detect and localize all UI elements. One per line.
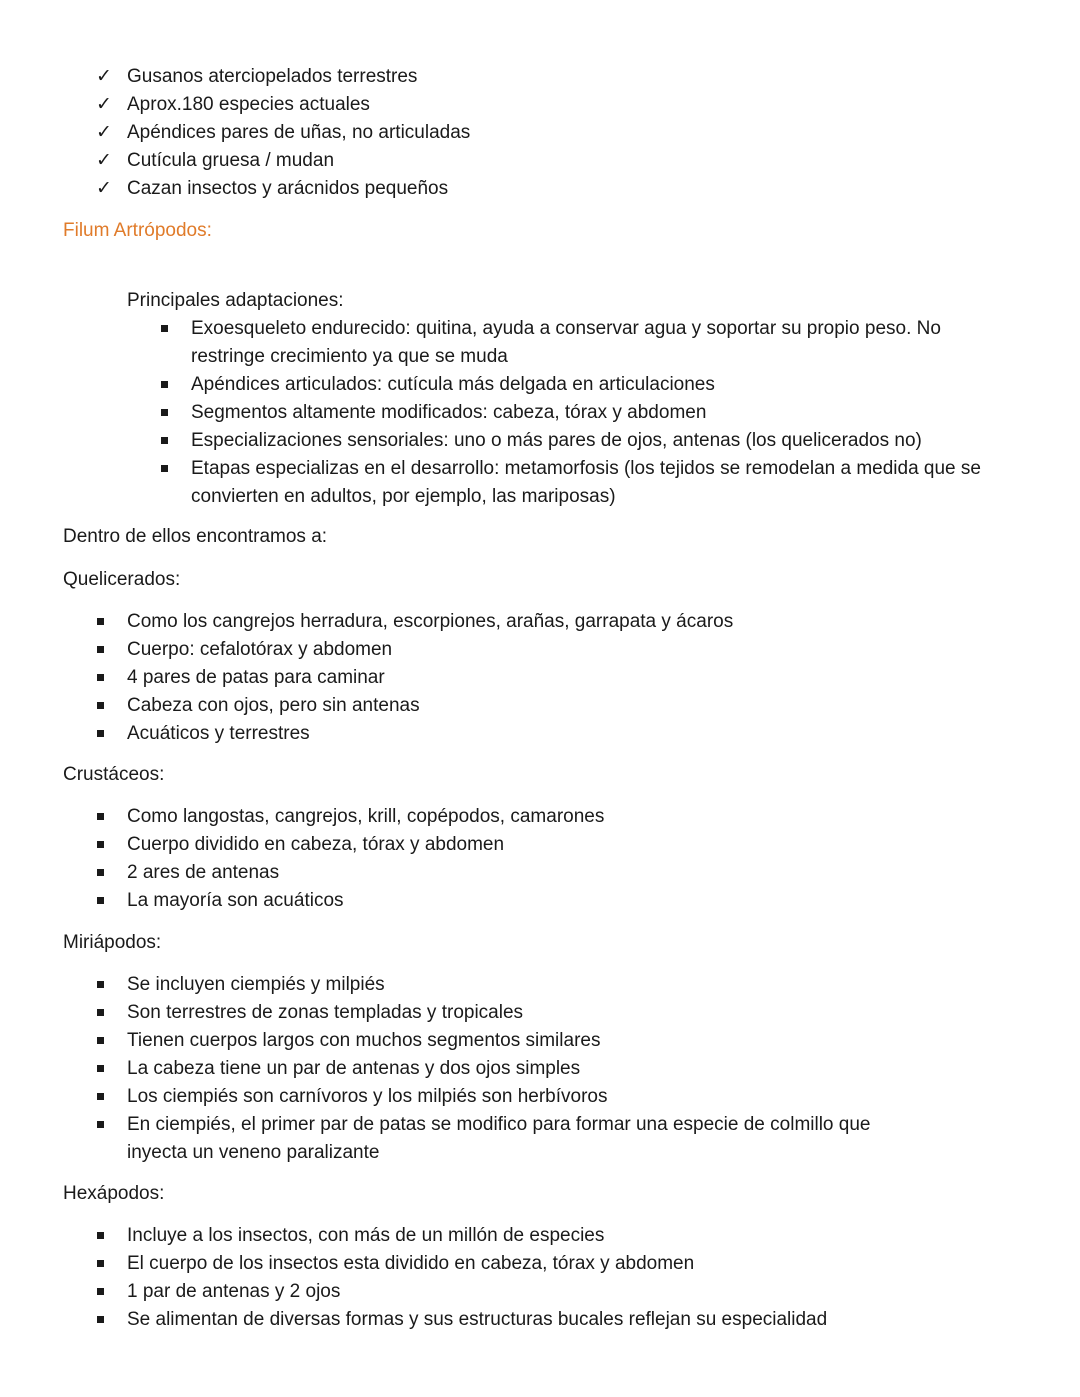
list-item [0, 887, 1000, 915]
square-bullet-icon [161, 325, 168, 332]
square-bullet-icon [97, 1288, 104, 1295]
miriapodos-heading: Miriápodos: [63, 932, 162, 953]
list-item [0, 119, 1080, 147]
list-item [0, 63, 1080, 91]
list-item [0, 664, 1000, 692]
square-bullet-icon [97, 1065, 104, 1072]
list-item-text: Apéndices articulados: cutícula más delgada en articulaciones [191, 374, 715, 395]
list-item [0, 147, 1080, 175]
square-bullet-icon [97, 841, 104, 848]
list-item-text: El cuerpo de los insectos esta dividido en cabeza, tórax y abdomen [127, 1253, 695, 1274]
square-bullet-icon [97, 1009, 104, 1016]
square-bullet-icon [97, 981, 104, 988]
within-text: Dentro de ellos encontramos a: [63, 526, 328, 547]
list-item-text: Cazan insectos y arácnidos pequeños [127, 178, 449, 199]
list-item-text: Cuerpo dividido en cabeza, tórax y abdomen [127, 834, 505, 855]
list-item-text: 4 pares de patas para caminar [127, 667, 385, 688]
list-item-text: Como langostas, cangrejos, krill, copépodos, camarones [127, 806, 605, 827]
list-item [0, 1250, 1000, 1278]
checkmark-icon: ✓ [96, 122, 112, 143]
list-item [0, 831, 1000, 859]
square-bullet-icon [97, 646, 104, 653]
square-bullet-icon [97, 1037, 104, 1044]
list-item-text: Acuáticos y terrestres [127, 723, 310, 744]
list-item-text: Tienen cuerpos largos con muchos segmentos similares [127, 1030, 601, 1051]
list-item-text: Cutícula gruesa / mudan [127, 150, 335, 171]
list-item-text: Segmentos altamente modificados: cabeza, tórax y abdomen [191, 402, 707, 423]
checkmark-icon: ✓ [96, 178, 112, 199]
quelicerados-heading: Quelicerados: [63, 569, 181, 590]
list-item [0, 1278, 1000, 1306]
list-item-text: Se alimentan de diversas formas y sus estructuras bucales reflejan su especialidad [127, 1309, 828, 1330]
list-item [0, 859, 1000, 887]
list-item [0, 971, 1000, 999]
list-item-text: Son terrestres de zonas templadas y tropicales [127, 1002, 524, 1023]
list-item [0, 1055, 1000, 1083]
square-bullet-icon [97, 1232, 104, 1239]
square-bullet-icon [97, 1121, 104, 1128]
list-item [0, 455, 1080, 511]
list-item-text: Como los cangrejos herradura, escorpiones, arañas, garrapata y ácaros [127, 611, 734, 632]
list-item [0, 399, 1080, 427]
list-item [0, 1083, 1000, 1111]
list-item [0, 371, 1080, 399]
square-bullet-icon [97, 813, 104, 820]
checkmark-icon: ✓ [96, 66, 112, 87]
list-item [0, 692, 1000, 720]
list-item [0, 91, 1080, 119]
checkmark-icon: ✓ [96, 150, 112, 171]
onychophora-traits-list [0, 63, 1080, 203]
list-item-text: Gusanos aterciopelados terrestres [127, 66, 418, 87]
square-bullet-icon [161, 381, 168, 388]
checkmark-icon: ✓ [96, 94, 112, 115]
square-bullet-icon [161, 437, 168, 444]
list-item [0, 1222, 1000, 1250]
list-item [0, 1306, 1000, 1334]
list-item-text: Especializaciones sensoriales: uno o más pares de ojos, antenas (los quelicerados no) [191, 430, 922, 451]
hexapodos-list [0, 1222, 1000, 1334]
list-item [0, 803, 1000, 831]
list-item-text: Exoesqueleto endurecido: quitina, ayuda a conservar agua y soportar su propio peso. No restringe crecimiento ya que se muda [191, 318, 941, 367]
list-item-text: Cuerpo: cefalotórax y abdomen [127, 639, 393, 660]
miriapodos-list [0, 971, 1000, 1167]
list-item [0, 315, 1080, 371]
list-item [0, 636, 1000, 664]
quelicerados-list [0, 608, 1000, 748]
list-item [0, 720, 1000, 748]
list-item [0, 1027, 1000, 1055]
list-item-text: Cabeza con ojos, pero sin antenas [127, 695, 420, 716]
list-item-text: Aprox.180 especies actuales [127, 94, 370, 115]
list-item-text: 2 ares de antenas [127, 862, 280, 883]
square-bullet-icon [161, 465, 168, 472]
crustaceos-list [0, 803, 1000, 915]
hexapodos-heading: Hexápodos: [63, 1183, 165, 1204]
square-bullet-icon [97, 618, 104, 625]
adaptations-list [0, 315, 1080, 511]
crustaceos-heading: Crustáceos: [63, 764, 165, 785]
list-item-text: En ciempiés, el primer par de patas se modifico para formar una especie de colmillo que inyecta un veneno paralizante [127, 1114, 871, 1163]
square-bullet-icon [97, 1260, 104, 1267]
square-bullet-icon [97, 730, 104, 737]
list-item-text: La cabeza tiene un par de antenas y dos ojos simples [127, 1058, 581, 1079]
list-item [0, 1111, 1000, 1167]
square-bullet-icon [161, 409, 168, 416]
list-item-text: Etapas especializas en el desarrollo: metamorfosis (los tejidos se remodelan a medida que se convierten en adultos, por ejemplo, las mariposas) [191, 458, 981, 507]
square-bullet-icon [97, 1093, 104, 1100]
list-item-text: 1 par de antenas y 2 ojos [127, 1281, 341, 1302]
square-bullet-icon [97, 1316, 104, 1323]
list-item [0, 175, 1080, 203]
adaptations-intro: Principales adaptaciones: [127, 290, 344, 311]
square-bullet-icon [97, 674, 104, 681]
filum-heading: Filum Artrópodos: [63, 220, 212, 241]
square-bullet-icon [97, 702, 104, 709]
list-item-text: Apéndices pares de uñas, no articuladas [127, 122, 471, 143]
square-bullet-icon [97, 897, 104, 904]
list-item-text: Se incluyen ciempiés y milpiés [127, 974, 385, 995]
list-item-text: Los ciempiés son carnívoros y los milpiés son herbívoros [127, 1086, 608, 1107]
list-item [0, 608, 1000, 636]
square-bullet-icon [97, 869, 104, 876]
list-item-text: La mayoría son acuáticos [127, 890, 344, 911]
list-item [0, 999, 1000, 1027]
list-item [0, 427, 1080, 455]
list-item-text: Incluye a los insectos, con más de un millón de especies [127, 1225, 605, 1246]
